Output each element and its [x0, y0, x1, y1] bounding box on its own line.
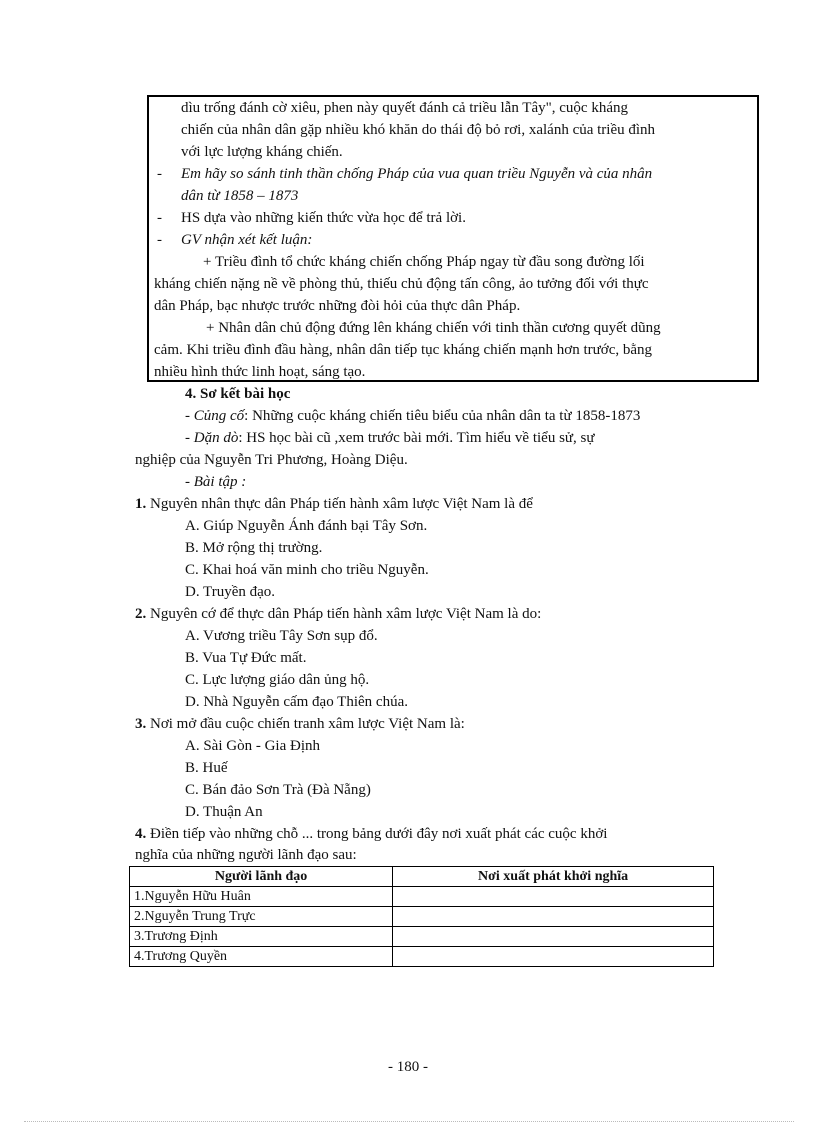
question-text: Nguyên cớ để thực dân Pháp tiến hành xâm lược Việt Nam là do: — [146, 606, 542, 622]
cung-co-text: : Những cuộc kháng chiến tiêu biểu của nhân dân ta từ 1858-1873 — [244, 408, 641, 424]
question-2 — [135, 604, 541, 624]
leader-cell: 2.Nguyễn Trung Trực — [130, 907, 393, 927]
q3-option-a: A. Sài Gòn - Gia Định — [185, 738, 320, 754]
q1-option-b: B. Mở rộng thị trường. — [185, 540, 323, 556]
origin-cell[interactable] — [393, 927, 714, 947]
q1-option-d: D. Truyền đạo. — [185, 584, 276, 600]
page-bottom-rule — [24, 1121, 794, 1122]
cung-co-line — [185, 406, 640, 426]
table-row — [130, 927, 714, 947]
cung-co-label: - Củng cố — [185, 408, 245, 424]
q1-option-a: A. Giúp Nguyễn Ánh đánh bại Tây Sơn. — [185, 518, 428, 534]
leader-cell: 3.Trương Định — [130, 927, 393, 947]
gv-conclusion-label: GV nhận xét kết luận: — [181, 232, 313, 248]
hs-instruction: HS dựa vào những kiến thức vừa học để trả lời. — [181, 210, 466, 226]
question-3 — [135, 714, 465, 734]
leader-cell: 1.Nguyễn Hữu Huân — [130, 887, 393, 907]
people-point-line-3: nhiều hình thức linh hoạt, sáng tạo. — [154, 364, 366, 380]
column-header-leader: Người lãnh đạo — [130, 867, 393, 887]
bullet-dash: - — [157, 232, 162, 248]
column-header-origin: Nơi xuất phát khởi nghĩa — [393, 867, 714, 887]
q3-option-b: B. Huế — [185, 760, 228, 776]
q2-option-d: D. Nhà Nguyễn cấm đạo Thiên chúa. — [185, 694, 408, 710]
table-header-row — [130, 867, 714, 887]
page-number: - 180 - — [388, 1059, 428, 1075]
question-text: Nơi mở đầu cuộc chiến tranh xâm lược Việt Nam là: — [146, 716, 465, 732]
question-prompt-1: Em hãy so sánh tinh thần chống Pháp của vua quan triều Nguyễn và của nhân — [181, 166, 653, 182]
table-row — [130, 887, 714, 907]
people-point-line-1: + Nhân dân chủ động đứng lên kháng chiến với tinh thần cương quyết dũng — [206, 320, 661, 336]
q3-option-d: D. Thuận An — [185, 804, 263, 820]
dan-do-label: - Dặn dò — [185, 430, 239, 446]
court-point-line-2: kháng chiến nặng nề về phòng thủ, thiếu chủ động tấn công, ảo tưởng đối với thực — [154, 276, 649, 292]
dan-do-line-2: nghiệp của Nguyễn Tri Phương, Hoàng Diệu. — [135, 452, 408, 468]
people-point-line-2: cảm. Khi triều đình đầu hàng, nhân dân tiếp tục kháng chiến mạnh hơn trước, bằng — [154, 342, 653, 358]
table-row — [130, 907, 714, 927]
dan-do-line — [185, 428, 595, 448]
q1-option-c: C. Khai hoá văn minh cho triều Nguyễn. — [185, 562, 429, 578]
box-line-1: dìu trống đánh cờ xiêu, phen này quyết đánh cả triều lẫn Tây", cuộc kháng — [181, 100, 628, 116]
table-row — [130, 947, 714, 967]
question-text: Nguyên nhân thực dân Pháp tiến hành xâm lược Việt Nam là để — [146, 496, 533, 512]
origin-cell[interactable] — [393, 907, 714, 927]
question-4 — [135, 824, 607, 844]
dan-do-text: : HS học bài cũ ,xem trước bài mới. Tìm hiểu về tiểu sử, sự — [238, 430, 595, 446]
court-point-line-3: dân Pháp, bạc nhược trước những đòi hỏi của thực dân Pháp. — [154, 298, 521, 314]
bullet-dash: - — [157, 210, 162, 226]
box-line-2: chiến của nhân dân gặp nhiều khó khăn do thái độ bỏ rơi, xalánh của triều đình — [181, 122, 656, 138]
question-prompt-2: dân từ 1858 – 1873 — [181, 188, 299, 204]
q2-option-b: B. Vua Tự Đức mất. — [185, 650, 307, 666]
question-text: Điền tiếp vào những chỗ ... trong bảng dưới đây nơi xuất phát các cuộc khởi — [146, 826, 608, 842]
bai-tap-label: - Bài tập : — [185, 474, 247, 490]
box-line-3: với lực lượng kháng chiến. — [181, 144, 343, 160]
question-number: 4. — [135, 826, 147, 842]
question-number: 3. — [135, 716, 147, 732]
leader-cell: 4.Trương Quyền — [130, 947, 393, 967]
question-number: 2. — [135, 606, 147, 622]
origin-cell[interactable] — [393, 947, 714, 967]
question-4-line-2: nghĩa của những người lãnh đạo sau: — [135, 847, 357, 863]
q3-option-c: C. Bán đảo Sơn Trà (Đà Nẵng) — [185, 782, 371, 798]
leaders-table — [129, 866, 714, 967]
court-point-line-1: + Triều đình tổ chức kháng chiến chống Pháp ngay từ đầu song đường lối — [203, 254, 645, 270]
q2-option-a: A. Vương triều Tây Sơn sụp đổ. — [185, 628, 378, 644]
q2-option-c: C. Lực lượng giáo dân ủng hộ. — [185, 672, 370, 688]
question-number: 1. — [135, 496, 147, 512]
question-1 — [135, 494, 533, 514]
section-heading: 4. Sơ kết bài học — [185, 386, 291, 402]
origin-cell[interactable] — [393, 887, 714, 907]
bullet-dash: - — [157, 166, 162, 182]
